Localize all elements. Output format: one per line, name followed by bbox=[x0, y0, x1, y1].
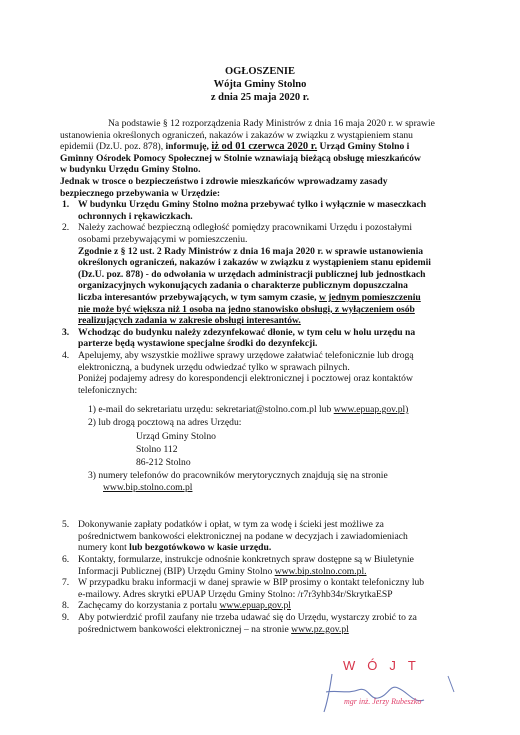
address-line: Urząd Gminy Stolno bbox=[136, 431, 216, 442]
intro-line: bezpiecznego przebywania w Urzędzie: bbox=[60, 187, 221, 199]
bip-link[interactable]: www.bip.stolno.com.pl. bbox=[274, 565, 367, 577]
list-item-line: parterze będą wystawione specjalne środki do dezynfekcji. bbox=[78, 338, 318, 350]
list-item-line: telefonicznych: bbox=[78, 384, 138, 396]
list-number: 5. bbox=[62, 519, 70, 530]
intro-line: epidemii (Dz.U. poz. 878), informuję, iż od 01 czerwca 2020 r. Urząd Gminy Stolno i bbox=[60, 141, 410, 153]
list-item-line: numery kont lub bezgotówkowo w kasie urzędu. bbox=[78, 542, 272, 554]
doc-date: z dnia 25 maja 2020 r. bbox=[210, 92, 310, 103]
address-line: Stolno 112 bbox=[136, 444, 178, 455]
list-number: 7. bbox=[62, 577, 70, 589]
list-number: 1. bbox=[62, 199, 70, 211]
intro-line: Gminny Ośrodek Pomocy Społecznej w Stolnie wznawiają bieżącą obsługę mieszkańców bbox=[60, 152, 421, 164]
epuap-link[interactable]: www.epuap.gov.pl) bbox=[333, 404, 409, 415]
signature-title: WÓJT bbox=[343, 658, 428, 673]
list-item-line: Poniżej podajemy adresy do korespondencji elektronicznej i pocztowej oraz kontaktów bbox=[78, 373, 413, 385]
list-item-line: Wchodząc do budynku należy zdezynfekować dłonie, w tym celu w holu urzędu na bbox=[78, 326, 416, 338]
contact-phone-line: 3) numery telefonów do pracowników merytorycznych znajdują się na stronie bbox=[88, 470, 388, 481]
list-item-line: Dokonywanie zapłaty podatków i opłat, w tym za wodę i ścieki jest możliwe za bbox=[78, 519, 384, 530]
list-item-line: osobami przebywającymi w pomieszczeniu. bbox=[78, 234, 248, 245]
address-line: 86-212 Stolno bbox=[136, 457, 191, 468]
list-number: 2. bbox=[62, 222, 70, 234]
list-item-line: Zachęcamy do korzystania z portalu www.epuap.gov.pl bbox=[78, 600, 291, 612]
list-number: 3. bbox=[62, 326, 70, 338]
list-item-line: Należy zachować bezpieczną odległość pomiędzy pracownikami Urzędu i pozostałymi bbox=[78, 222, 413, 234]
doc-title: OGŁOSZENIE bbox=[224, 66, 296, 77]
list-item-line: ochronnych i rękawiczkach. bbox=[78, 210, 193, 222]
list-item-line: organizacyjnych wykonujących zadania o charakterze publicznym dopuszczalna bbox=[78, 280, 408, 292]
list-item-line: Apelujemy, aby wszystkie możliwe sprawy urzędowe załatwiać telefonicznie lub drogą bbox=[78, 350, 414, 361]
list-item-line: W przypadku braku informacji w danej sprawie w BIP prosimy o kontakt telefoniczny lub bbox=[78, 577, 425, 589]
list-item-line: W budynku Urzędu Gminy Stolno można przebywać tylko i wyłącznie w maseczkach bbox=[78, 199, 427, 211]
list-item-line: pośrednictwem bankowości elektronicznej na podane w decyzjach i zawiadomieniach bbox=[78, 530, 408, 542]
list-item-line: Zgodnie z § 12 ust. 2 Rady Ministrów z dnia 16 maja 2020 r. w sprawie ustanowienia bbox=[78, 245, 424, 257]
list-item-line: realizujących zadania w zakresie obsługi interesantów. bbox=[78, 315, 301, 327]
intro-line: w budynku Urzędu Gminy Stolno. bbox=[60, 164, 201, 176]
list-item-line: określonych ograniczeń, nakazów i zakazów w związku z wystąpieniem stanu epidemii bbox=[78, 257, 431, 269]
contact-post-line: 2) lub drogą pocztową na adres Urzędu: bbox=[88, 416, 242, 428]
intro-line: Jednak w trosce o bezpieczeństwo i zdrowie mieszkańców wprowadzamy zasady bbox=[60, 176, 388, 187]
signatory-name: mgr inż. Jerzy Rubeszko bbox=[344, 697, 422, 706]
list-number: 4. bbox=[62, 350, 70, 361]
list-item-line: Informacji Publicznej (BIP) Urzędu Gminy Stolno www.bip.stolno.com.pl. bbox=[78, 565, 367, 577]
epuap-link[interactable]: www.epuap.gov.pl bbox=[219, 600, 291, 612]
list-item-line: pośrednictwem bankowości elektronicznej – na stronie www.pz.gov.pl bbox=[78, 623, 349, 635]
handwritten-signature bbox=[318, 670, 468, 720]
list-item-line: (Dz.U. poz. 878) - do odwołania w urzędach administracji publicznej lub jednostkach bbox=[78, 268, 426, 280]
doc-subtitle: Wójta Gminy Stolno bbox=[213, 79, 307, 90]
list-number: 8. bbox=[62, 600, 70, 612]
list-item-line: liczba interesantów przebywających, w tym samym czasie, w jednym pomieszczeniu bbox=[78, 292, 421, 303]
list-number: 6. bbox=[62, 554, 70, 565]
list-item-line: Kontakty, formularze, instrukcje odnośnie konkretnych spraw dostępne są w Biuletynie bbox=[78, 554, 414, 565]
list-item-line: e-mailowy. Adres skrytki ePUAP Urzędu Gminy Stolno: /r7r3yhb34r/SkrytkaESP bbox=[78, 588, 393, 600]
list-number: 9. bbox=[62, 612, 70, 623]
list-item-line: Aby potwierdzić profil zaufany nie trzeba udawać się do Urzędu, wystarczy zrobić to za bbox=[78, 612, 417, 623]
list-item-line: nie może być większa niż 1 osoba na jedno stanowisko obsługi, z wyłączeniem osób bbox=[78, 303, 415, 315]
bip-link[interactable]: www.bip.stolno.com.pl bbox=[103, 481, 193, 493]
list-item-line: elektroniczną, a budynek urzędu odwiedzać tylko w sprawach pilnych. bbox=[78, 361, 350, 373]
intro-line: ustanowienia określonych ograniczeń, nakazów i zakazów w związku z wystąpieniem stanu bbox=[60, 129, 413, 141]
contact-email-line: 1) e-mail do sekretariatu urzędu: sekretariat@stolno.com.pl lub www.epuap.gov.pl) bbox=[88, 404, 409, 415]
intro-line: Na podstawie § 12 rozporządzenia Rady Ministrów z dnia 16 maja 2020 r. w sprawie bbox=[108, 118, 435, 129]
pz-link[interactable]: www.pz.gov.pl bbox=[291, 623, 349, 635]
